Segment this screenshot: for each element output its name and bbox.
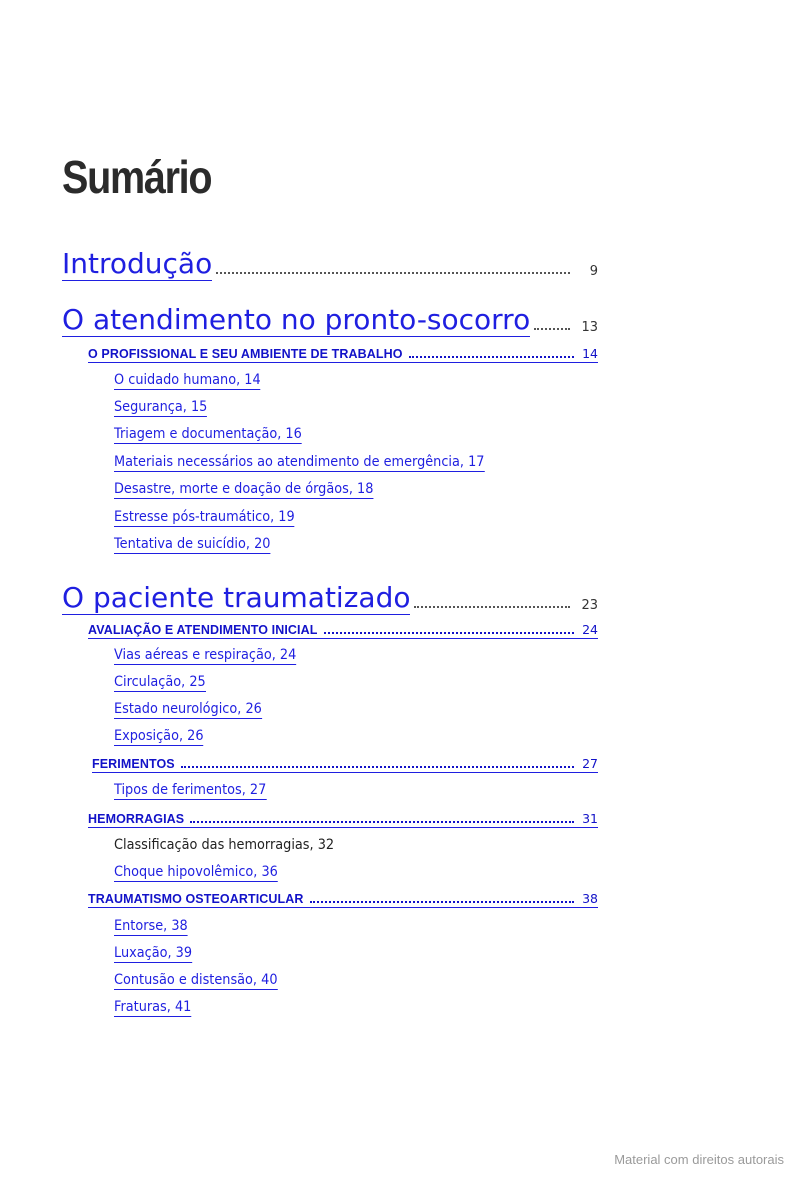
toc-item[interactable]: Circulação, 25 — [114, 674, 206, 690]
section-label: O PROFISSIONAL E SEU AMBIENTE DE TRABALHO — [88, 347, 403, 361]
toc-item[interactable]: Tipos de ferimentos, 27 — [114, 782, 267, 798]
section-page-number: 31 — [582, 811, 598, 826]
section-hemorragias[interactable] — [88, 811, 598, 828]
toc-item[interactable]: Vias aéreas e respiração, 24 — [114, 647, 297, 663]
section-traumatismo-osteoarticular[interactable] — [88, 891, 598, 908]
section-page-number: 24 — [582, 622, 598, 637]
dot-leader — [409, 355, 575, 358]
chapter-page-number: 23 — [581, 598, 598, 613]
dot-leader — [181, 765, 574, 768]
section-avaliacao[interactable] — [88, 622, 598, 639]
section-page-number: 27 — [582, 756, 598, 771]
dot-leader — [216, 271, 570, 274]
chapter-label[interactable]: O atendimento no pronto-socorro — [62, 303, 531, 336]
section-profissional[interactable] — [88, 346, 598, 363]
section-label: TRAUMATISMO OSTEOARTICULAR — [88, 892, 304, 906]
section-page-number: 14 — [582, 346, 598, 361]
toc-item[interactable]: Choque hipovolêmico, 36 — [114, 864, 278, 880]
dot-leader — [190, 820, 574, 823]
toc-item[interactable]: Contusão e distensão, 40 — [114, 972, 278, 988]
chapter-page-number: 9 — [589, 264, 598, 279]
toc-item[interactable]: Tentativa de suicídio, 20 — [114, 536, 271, 552]
toc-item[interactable]: Estado neurológico, 26 — [114, 701, 262, 717]
section-label: AVALIAÇÃO E ATENDIMENTO INICIAL — [88, 623, 318, 637]
toc-item[interactable]: Estresse pós-traumático, 19 — [114, 509, 295, 525]
chapter-paciente-traumatizado[interactable] — [62, 581, 598, 615]
toc-item[interactable]: Exposição, 26 — [114, 728, 204, 744]
toc-item[interactable]: Luxação, 39 — [114, 945, 193, 961]
page-title: Sumário — [62, 151, 212, 203]
section-label: HEMORRAGIAS — [88, 812, 185, 826]
chapter-atendimento[interactable] — [62, 303, 598, 337]
toc-item[interactable]: Triagem e documentação, 16 — [114, 426, 302, 442]
chapter-label[interactable]: O paciente traumatizado — [62, 581, 411, 614]
chapter-label[interactable]: Introdução — [62, 247, 213, 280]
toc-item[interactable]: Entorse, 38 — [114, 918, 188, 934]
toc-item[interactable]: Fraturas, 41 — [114, 999, 192, 1015]
toc-item: Classificação das hemorragias, 32 — [114, 837, 335, 853]
section-ferimentos[interactable] — [92, 756, 598, 773]
toc-item[interactable]: Segurança, 15 — [114, 399, 208, 415]
dot-leader — [534, 327, 570, 330]
dot-leader — [414, 605, 570, 608]
dot-leader — [324, 631, 575, 634]
dot-leader — [310, 900, 575, 903]
chapter-page-number: 13 — [581, 320, 598, 335]
copyright-watermark: Material com direitos autorais — [614, 1152, 784, 1167]
toc-item[interactable]: O cuidado humano, 14 — [114, 372, 261, 388]
section-label: FERIMENTOS — [92, 757, 175, 771]
section-page-number: 38 — [582, 891, 598, 906]
chapter-introducao[interactable] — [62, 247, 598, 281]
toc-item[interactable]: Desastre, morte e doação de órgãos, 18 — [114, 481, 374, 497]
toc-item[interactable]: Materiais necessários ao atendimento de emergência, 17 — [114, 454, 485, 470]
